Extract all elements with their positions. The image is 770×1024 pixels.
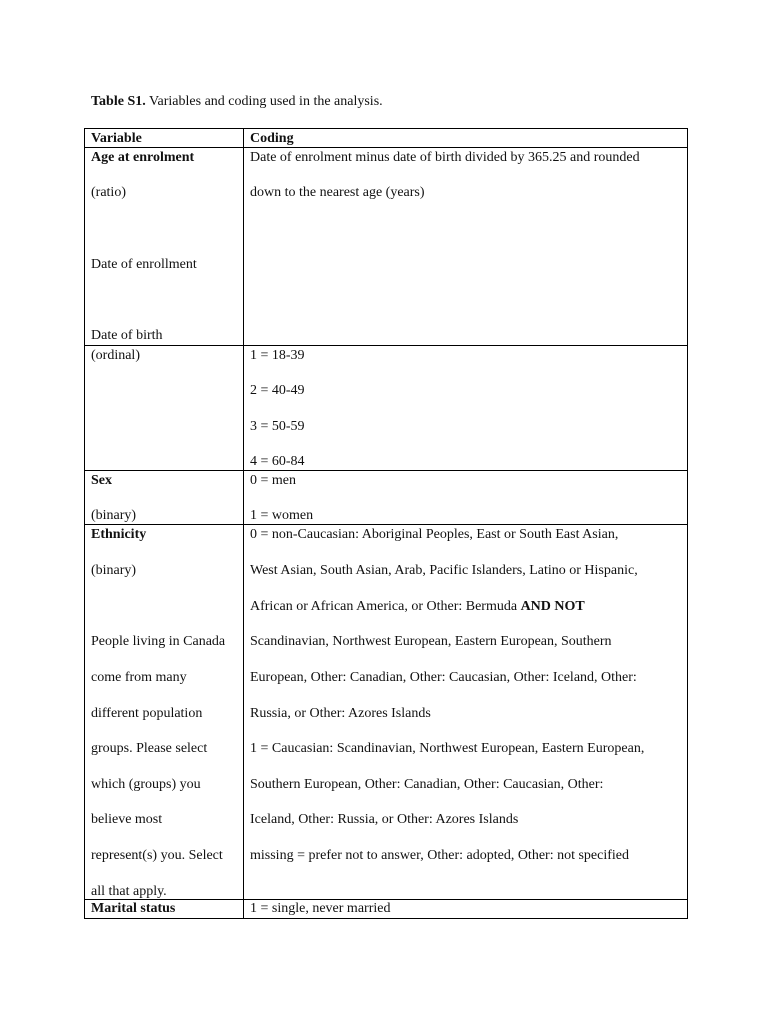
variable-note: believe most — [91, 812, 163, 827]
variable-note: which (groups) you — [91, 777, 201, 792]
variable-name: Ethnicity — [91, 527, 147, 542]
coding-line: 0 = non-Caucasian: Aboriginal Peoples, East or South East Asian, — [250, 527, 619, 542]
variable-type: (binary) — [91, 508, 137, 523]
coding-text: African or African America, or Other: Bermuda — [250, 599, 521, 614]
coding-line: 4 = 60-84 — [250, 454, 305, 469]
coding-line: 1 = 18-39 — [250, 348, 305, 363]
header-coding: Coding — [250, 131, 294, 146]
coding-line: 0 = men — [250, 473, 296, 488]
variable-note: Date of birth — [91, 328, 163, 343]
variable-type: (ratio) — [91, 185, 126, 200]
variable-name: Marital status — [91, 901, 176, 916]
variable-name: Sex — [91, 473, 112, 488]
variable-note: different population — [91, 706, 203, 721]
table-row-sex — [85, 471, 688, 525]
variable-note: all that apply. — [91, 884, 167, 899]
variable-note: People living in Canada — [91, 634, 226, 649]
coding-emphasis: AND NOT — [520, 599, 585, 614]
caption-text: Variables and coding used in the analysis. — [145, 94, 383, 109]
coding-line: Scandinavian, Northwest European, Eastern European, Southern — [250, 634, 612, 649]
table-row-marital-status — [85, 900, 688, 919]
coding-line: 3 = 50-59 — [250, 419, 305, 434]
table-header-row — [85, 129, 688, 148]
table-row-age — [85, 148, 688, 346]
variable-name: Age at enrolment — [91, 150, 195, 165]
table-caption — [91, 94, 383, 110]
caption-label: Table S1. — [91, 94, 146, 109]
variable-note: Date of enrollment — [91, 257, 197, 272]
coding-line: Date of enrolment minus date of birth divided by 365.25 and rounded — [250, 150, 640, 165]
coding-line: European, Other: Canadian, Other: Caucasian, Other: Iceland, Other: — [250, 670, 637, 685]
coding-line: 2 = 40-49 — [250, 383, 305, 398]
coding-line: down to the nearest age (years) — [250, 185, 425, 200]
coding-line: Russia, or Other: Azores Islands — [250, 706, 431, 721]
variable-note: come from many — [91, 670, 187, 685]
coding-line: missing = prefer not to answer, Other: adopted, Other: not specified — [250, 848, 630, 863]
coding-line: Iceland, Other: Russia, or Other: Azores Islands — [250, 812, 519, 827]
coding-line: 1 = Caucasian: Scandinavian, Northwest European, Eastern European, — [250, 741, 645, 756]
table-row-ethnicity — [85, 525, 688, 900]
variable-type: (binary) — [91, 563, 137, 578]
coding-line: 1 = single, never married — [250, 901, 391, 916]
coding-line: 1 = women — [250, 508, 314, 523]
variable-note: represent(s) you. Select — [91, 848, 223, 863]
variable-note: groups. Please select — [91, 741, 208, 756]
table-row-age-group — [85, 346, 688, 471]
coding-line: Southern European, Other: Canadian, Other: Caucasian, Other: — [250, 777, 604, 792]
variables-table — [84, 128, 688, 919]
coding-line: West Asian, South Asian, Arab, Pacific Islanders, Latino or Hispanic, — [250, 563, 638, 578]
variable-type: (ordinal) — [91, 348, 140, 363]
coding-line — [250, 599, 585, 615]
header-variable: Variable — [91, 131, 142, 146]
